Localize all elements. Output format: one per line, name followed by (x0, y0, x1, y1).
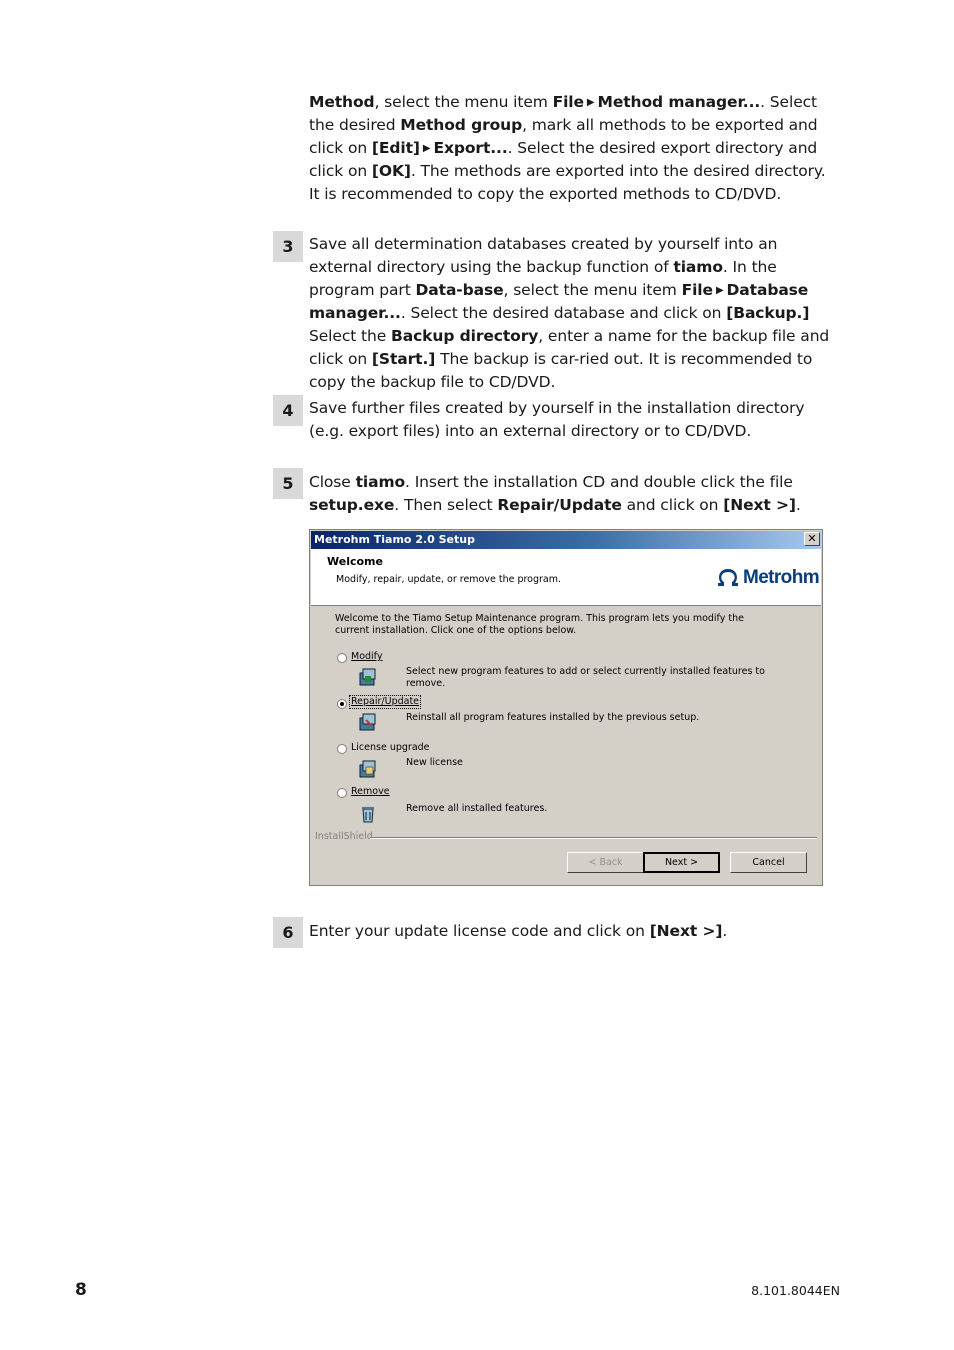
dialog-separator (370, 837, 817, 839)
radio-remove[interactable] (337, 788, 347, 798)
remove-icon (358, 804, 378, 824)
dialog-intro: Welcome to the Tiamo Setup Maintenance program. This program lets you modify the current installation. Click one of the options below. (335, 613, 744, 636)
dialog-title: Metrohm Tiamo 2.0 Setup (314, 533, 475, 546)
menu-arrow-icon: ▶ (586, 97, 595, 108)
step-5-text: Close tiamo. Insert the installation CD and double click the file setup.exe. Then select Repair/Update and click on [Next >]. (309, 473, 801, 514)
back-button[interactable]: < Back (567, 852, 644, 873)
license-icon (358, 759, 378, 779)
modify-icon (358, 667, 378, 687)
step-number-6: 6 (273, 917, 303, 948)
radio-license-upgrade[interactable] (337, 744, 347, 754)
dialog-header-title: Welcome (327, 555, 383, 568)
option-license-upgrade-desc: New license (406, 757, 463, 768)
dialog-header (311, 549, 821, 606)
step-4-text: Save further files created by yourself in the installation directory (e.g. export files) into an external directory or to CD/DVD. (309, 399, 805, 440)
step-number-5: 5 (273, 468, 303, 499)
option-remove-label[interactable]: Remove (351, 786, 390, 797)
menu-arrow-icon: ▶ (422, 143, 431, 154)
dialog-header-subtitle: Modify, repair, update, or remove the program. (336, 574, 562, 585)
document-number: 8.101.8044EN (751, 1283, 840, 1298)
radio-repair-update[interactable] (337, 699, 347, 709)
installshield-brand: InstallShield (315, 831, 373, 842)
option-remove-desc: Remove all installed features. (406, 803, 548, 814)
logo-text: Metrohm (742, 567, 819, 588)
cancel-button[interactable]: Cancel (730, 852, 807, 873)
option-repair-update-desc: Reinstall all program features installed by the previous setup. (406, 712, 700, 723)
metrohm-omega-icon (716, 569, 740, 587)
step-number-3: 3 (273, 231, 303, 262)
option-modify-desc: Select new program features to add or select currently installed features to remove. (406, 666, 765, 689)
metrohm-logo (716, 567, 819, 589)
step-3-text: Save all determination databases created by yourself into an external directory using the backup function of tiamo. In the program part Data-base, select the menu item File ▶ Database manager.... Select the desired database and click on [Backup.] Select the Backup directory, enter a name for the backup file and click on [Start.] The backup is car-ried out. It is recommended to copy the backup file to CD/DVD. (309, 235, 830, 391)
radio-modify[interactable] (337, 653, 347, 663)
repair-icon (358, 712, 378, 732)
setup-dialog (309, 529, 823, 886)
menu-arrow-icon: ▶ (715, 285, 724, 296)
dialog-title-bar (311, 531, 821, 549)
page-number: 8 (75, 1280, 87, 1300)
option-repair-update-label[interactable]: Repair/Update (351, 696, 420, 707)
step-6-text: Enter your update license code and click on [Next >]. (309, 922, 728, 940)
next-button[interactable]: Next > (643, 852, 720, 873)
option-license-upgrade-label[interactable]: License upgrade (351, 742, 430, 753)
close-icon[interactable]: ✕ (804, 532, 820, 546)
option-modify-label[interactable]: Modify (351, 651, 383, 662)
method-export-paragraph: Method, select the menu item File ▶ Method manager.... Select the desired Method group, mark all methods to be exported and click on [Edit] ▶ Export.... Select the desired export directory and click on [OK]. The methods are exported into the desired directory. It is recommended to copy the exported methods to CD/DVD. (309, 93, 826, 203)
step-number-4: 4 (273, 395, 303, 426)
